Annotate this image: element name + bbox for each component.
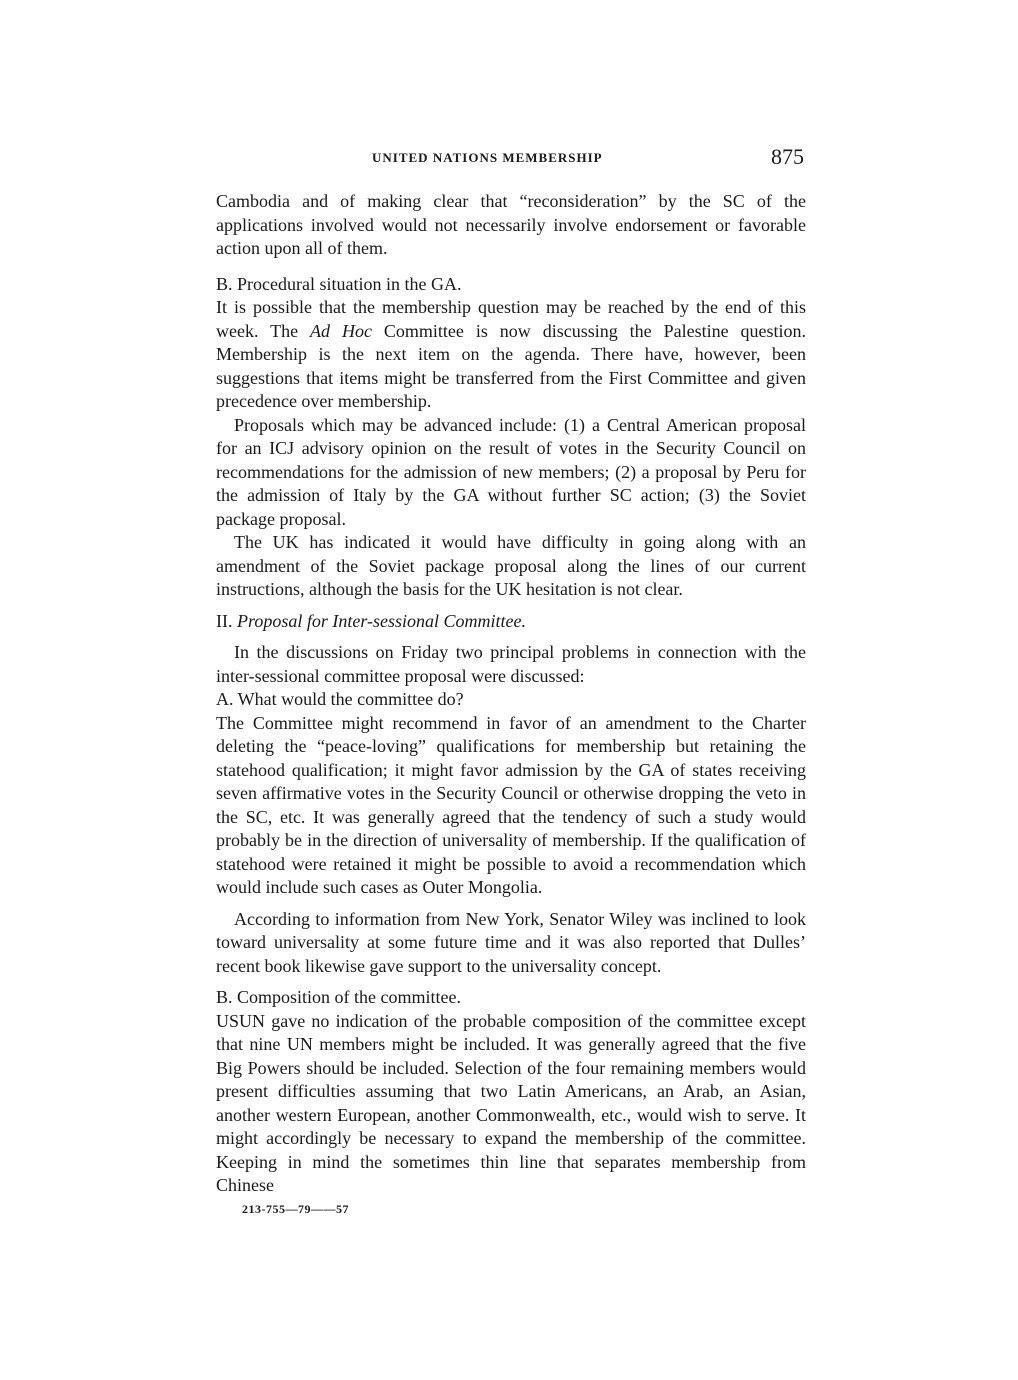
section-number: II. (216, 610, 237, 631)
paragraph-new-york-info: According to information from New York, Senator Wiley was inclined to look toward universality at some future time and it was also reported that Dulles’ recent book likewise gave support to the universality concept. (216, 908, 806, 976)
running-header (216, 140, 806, 190)
paragraph-committee-recommend: The Committee might recommend in favor of an amendment to the Charter deleting the “peace-loving” qualifications for membership but retaining the statehood qualification; it might favor admission by the GA of states receiving seven affirmative votes in the Security Council or otherwise dropping the veto in the SC, etc. It was generally agreed that the tendency of such a study would probably be in the direction of universality of membership. If the qualification of statehood were retained it might be possible to avoid a recommendation which would include such cases as Outer Mongolia. (216, 712, 806, 897)
document-page (216, 140, 806, 1217)
section-title: Proposal for Inter-sessional Committee. (237, 610, 526, 631)
paragraph-composition: USUN gave no indication of the probable composition of the committee except that nine UN members might be included. It was generally agreed that the five Big Powers should be included. Selection of the four remaining members would present difficulties assuming that two Latin Americans, an Arab, an Asian, another western European, another Commonwealth, etc., would wish to serve. It might accordingly be necessary to expand the membership of the committee. Keeping in mind the sometimes thin line that separates membership from Chinese (216, 1010, 806, 1195)
paragraph-continuation: Cambodia and of making clear that “reconsideration” by the SC of the applications involved would not necessarily involve endorsement or favorable action upon all of them. (216, 191, 806, 258)
subsection-a-heading: A. What would the committee do? (216, 689, 464, 709)
paragraph-uk-position: The UK has indicated it would have difficulty in going along with an amendment of the Soviet package proposal along the lines of our current instructions, although the basis for the UK hesitation is not clear. (216, 532, 806, 599)
running-title: UNITED NATIONS MEMBERSHIP (372, 150, 603, 165)
italic-term: Ad Hoc (310, 320, 372, 341)
paragraph-procedural-situation (216, 296, 806, 414)
section-b-heading: B. Procedural situation in the GA. (216, 273, 462, 294)
paragraph-proposals: Proposals which may be advanced include: (1) a Central American proposal for an ICJ advisory opinion on the result of votes in the Security Council on recommendations for the admission of new members; (2) a proposal by Peru for the admission of Italy by the GA without further SC action; (3) the Soviet package proposal. (216, 414, 806, 529)
subsection-b-heading: B. Composition of the committee. (216, 987, 461, 1007)
paragraph-discussions: In the discussions on Friday two principal problems in connection with the inter-sessional committee proposal were discussed: (216, 642, 806, 686)
text-run: Committee is now discussing the Palestine question. Membership is the next item on the agenda. There have, however, been suggestions that items might be transferred from the First Committee and given precedence over membership. (216, 320, 806, 411)
print-code: 213-755—79——57 (242, 1201, 349, 1216)
text-run: It is possible that the membership question may be reached by the end of this week. The (216, 297, 806, 341)
page-number: 875 (771, 144, 804, 169)
section-ii-heading (216, 610, 806, 634)
